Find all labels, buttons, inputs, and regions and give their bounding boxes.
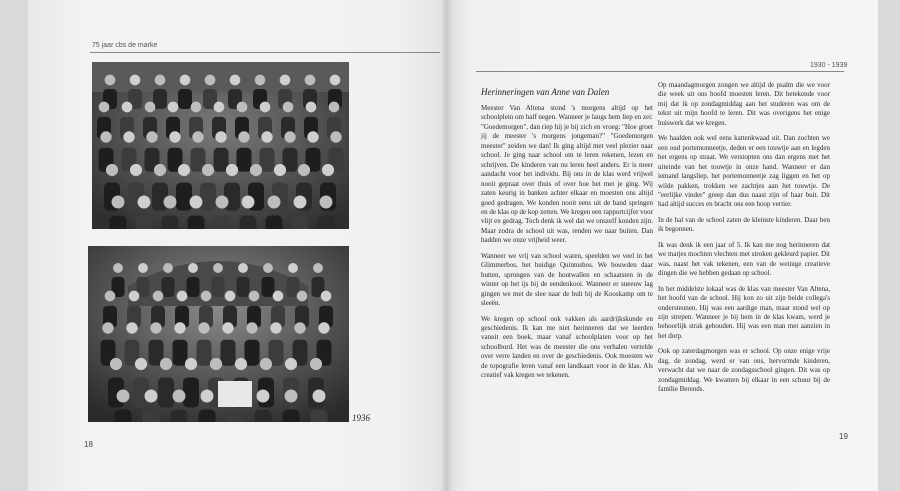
- page-number-left: 18: [84, 440, 93, 449]
- paragraph: Wanneer we vrij van school waren, speelden we veel in het Glimmerbos, het huidige Quintusbos. We bouwden daar hutten, sprongen van de houtwallen en schaatsten in de winter op het ijs bij de eendenkooi. Wanneer er sneeuw lag gingen we met de slee naar de bult bij de Kooskamp om te sleeën.: [481, 251, 653, 308]
- class-sign: [218, 381, 252, 407]
- header-rule-right: [476, 71, 844, 72]
- paragraph: Ook op zaterdagmorgen was er school. Op onze enige vrije dag, de zondag, werd er van ons, hervormde kinderen, verwacht dat we naar de zondagsschool gingen. Dit was op zondagmiddag. We kwamen bij elkaar in een schuur bij de familie Berends.: [658, 347, 830, 394]
- paragraph: Ik was denk ik een jaar of 5. Ik kan me nog herinneren dat we matjes mochten vlechten met stroken gekleurd papier. Dit was, naast het vak tekenen, een van de weinige creatieve dingen die we hebben gedaan op school.: [658, 240, 830, 278]
- paragraph: We kregen op school ook vakken als aardrijkskunde en geschiedenis. Ik kan me niet herinneren dat we leerden vanuit een boek, maar vanaf schoolplaten voor op het schoolbord. Het was de meester die ons verhalen vertelde over verre landen en over de geschiedenis. Ook moesten we de topografie leren vanaf een landkaart voor in de klas. Als creatief vak kregen we tekenen.: [481, 314, 653, 380]
- header-rule-left: [90, 52, 440, 53]
- running-header-right: 1930 - 1939: [810, 62, 848, 69]
- text-column-1: [481, 104, 653, 387]
- class-photo-top: [92, 62, 349, 229]
- photo-caption: 1936: [352, 413, 370, 423]
- text-column-2: [658, 81, 830, 401]
- paragraph: In de hal van de school zaten de kleinste kinderen. Daar ben ik begonnen.: [658, 215, 830, 234]
- running-header-left: 75 jaar cbs de marke: [92, 42, 158, 49]
- paragraph: Op maandagmorgen zongen we altijd de psalm die we voor die week uit ons hoofd moesten leren. Dit betekende voor mij dat ik op zondagmiddag aan het studeren was om de tekst uit mijn hoofd te leren. Dit was overigens het enige huiswerk dat we kregen.: [658, 81, 830, 127]
- book-spine: [440, 0, 452, 491]
- article-title: Herinneringen van Anne van Dalen: [481, 87, 610, 97]
- paragraph: In het middelste lokaal was de klas van meester Van Altena, het hoofd van de school. Hij kon zo uit zijn beide collega's ondersteunen. Hij was een aardige man, maar stond wel op zijn strepen. Wanneer je bij hem in de klas kwam, werd je behoorlijk strak gehouden. Hij was een man met aanzien in het dorp.: [658, 284, 830, 340]
- class-photo-1936: [88, 246, 349, 422]
- paragraph: Meester Van Altena stond 's morgens altijd op het schoolplein om half negen. Wanneer je langs hem liep en zei: "Goedemorgen", dan riep hij je bij zich en vroeg: "Hoe groet jij de meester 's morgens jongeman?" "Goedemorgen meester" zeiden we dan! Ik ging altijd met veel plezier naar school. Je ging naar school om te leren rekenen, lezen en schrijven. De kinderen van nu leren heel anders. Er is meer aandacht voor het individu. Bij ons in de klas werd vrijwel nooit gepraat over thuis of over hoe het met je ging. Wij zaten keurig in banken achter elkaar en moesten ons altijd goed gedragen. We konden nooit eens uit de band springen en de klas op de kop zetten. We kregen een rapportcijfer voor vlijt en gedrag. Toch denk ik wel dat we onszelf konden zijn. Maar zodra de school uit was, renden we naar buiten. Dan hadden we onze vrijheid weer.: [481, 104, 653, 245]
- page-number-right: 19: [839, 432, 848, 441]
- paragraph: We haalden ook wel eens kattenkwaad uit. Dan zochten we een oud portemonneetje, deden er een touwtje aan en legden het ergens op straat. We verstopten ons dan ergens met het uiteinde van het touwtje in onze hand. Wanneer er dan iemand langsliep, het portemonneetje zag liggen en het op wilde pakken, trokken we zachtjes aan het touwtje. De "eerlijke vinder" greep dan dus naast zijn of haar buit. Dit had altijd succes en bracht ons een hoop vertier.: [658, 134, 830, 209]
